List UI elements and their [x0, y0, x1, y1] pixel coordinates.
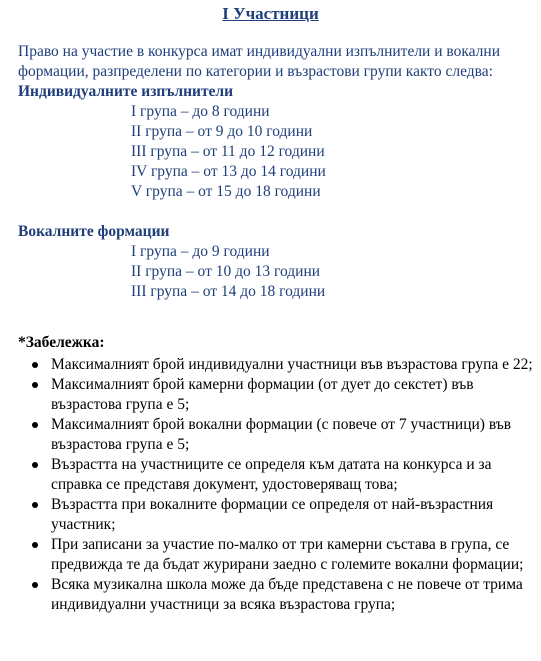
list-item	[18, 535, 533, 575]
list-item	[18, 355, 533, 375]
list-item: III група – от 14 до 18 години	[131, 283, 326, 300]
note-item-text: Възрастта при вокалните формации се определя от най-възрастния участник;	[51, 496, 494, 533]
bullet-icon	[32, 382, 38, 388]
list-item: I група – до 9 години	[131, 243, 270, 260]
note-item-text: Максималният брой индивидуални участници във възрастова група е 22;	[51, 356, 533, 373]
list-item: III група – от 11 до 12 години	[131, 143, 325, 160]
note-item-text: Максималният брой камерни формации (от дует до секстет) във възрастова група е 5;	[51, 376, 474, 413]
bullet-icon	[32, 422, 38, 428]
intro-block	[18, 42, 533, 302]
note-item-text: При записани за участие по-малко от три камерни състава в група, се предвижда те да бъдат журирани заедно с големите вокални формации;	[51, 536, 524, 573]
bullet-icon	[32, 362, 38, 368]
note-item-text: Всяка музикална школа може да бъде представена с не повече от трима индивидуални участници за всяка възрастова група;	[51, 576, 523, 613]
spacer	[18, 202, 533, 222]
bullet-icon	[32, 462, 38, 468]
note-list	[18, 355, 533, 615]
list-item	[18, 455, 533, 495]
bullet-icon	[32, 502, 38, 508]
note-item-text: Максималният брой вокални формации (с повече от 7 участници) във възрастова група е 5;	[51, 416, 512, 453]
bullet-icon	[32, 542, 38, 548]
note-block	[18, 333, 533, 615]
bullet-icon	[32, 582, 38, 588]
list-item	[18, 375, 533, 415]
intro-paragraph: Право на участие в конкурса имат индивидуални изпълнители и вокални формации, разпределени по категории и възрастови групи както следва:	[18, 43, 500, 80]
note-heading: *Забележка:	[18, 334, 105, 351]
list-item: II група – от 10 до 13 години	[131, 263, 321, 280]
list-item	[18, 575, 533, 615]
list-item: V група – от 15 до 18 години	[131, 183, 321, 200]
vocal-heading: Вокалните формации	[18, 223, 170, 240]
vocal-group-list	[18, 242, 533, 302]
note-item-text: Възрастта на участниците се определя към датата на конкурса и за справка се представя документ, удостоверяващ това;	[51, 456, 492, 493]
individual-heading: Индивидуалните изпълнители	[18, 83, 234, 100]
individual-group-list	[18, 102, 533, 202]
list-item: I група – до 8 години	[131, 103, 270, 120]
list-item: II група – от 9 до 10 години	[131, 123, 313, 140]
list-item	[18, 415, 533, 455]
list-item: IV група – от 13 до 14 години	[131, 163, 326, 180]
section-title: I Участници	[222, 4, 319, 23]
list-item	[18, 495, 533, 535]
